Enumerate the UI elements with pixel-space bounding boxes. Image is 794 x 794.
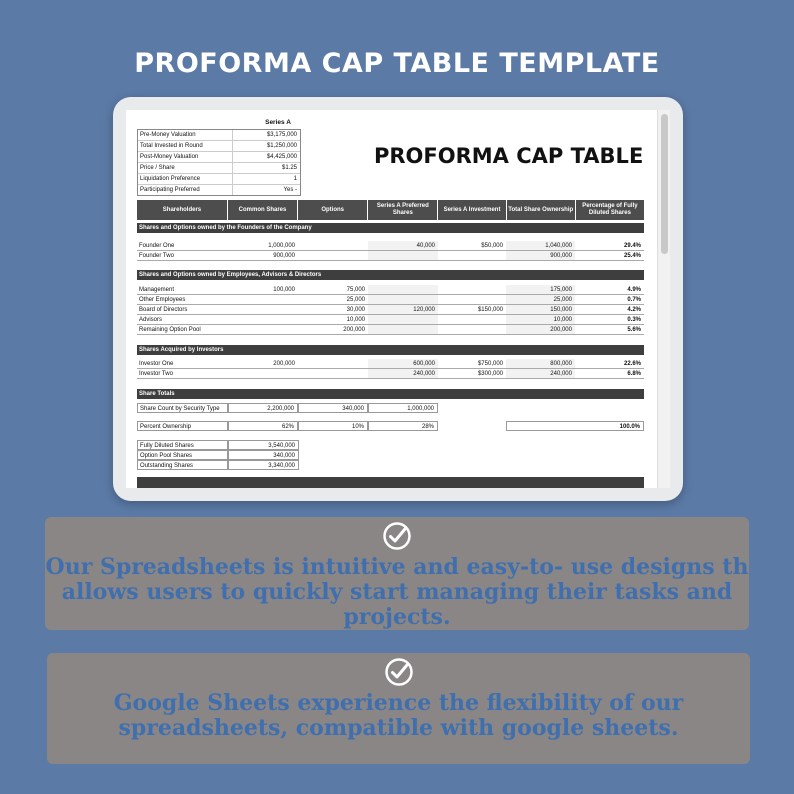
options-cell[interactable] <box>298 241 368 251</box>
table-row <box>137 285 644 295</box>
spacer-cell <box>438 421 506 431</box>
total-ownership-cell: 800,000 <box>506 359 575 369</box>
summary-label: Outstanding Shares <box>137 460 228 470</box>
summary-row <box>137 440 299 450</box>
percentage-cell: 4.9% <box>575 285 644 295</box>
column-header: Total Share Ownership <box>507 200 576 220</box>
percentage-cell: 22.6% <box>575 359 644 369</box>
series-a-inputs <box>137 129 301 196</box>
tablet-frame <box>113 97 683 501</box>
share-count-common: 2,200,000 <box>228 403 298 413</box>
table-row <box>137 241 644 251</box>
total-ownership-cell: 200,000 <box>506 325 575 335</box>
summary-value: 3,340,000 <box>228 460 299 470</box>
series-a-value[interactable]: $1.25 <box>281 165 297 171</box>
common-shares-cell[interactable]: 900,000 <box>228 251 298 261</box>
preferred-shares-cell <box>368 325 438 335</box>
summary-label: Option Pool Shares <box>137 450 228 460</box>
percentage-cell: 6.8% <box>575 369 644 379</box>
total-ownership-cell: 175,000 <box>506 285 575 295</box>
percentage-cell: 29.4% <box>575 241 644 251</box>
column-header: Series A Preferred Shares <box>368 200 438 220</box>
column-header: Series A Investment <box>438 200 506 220</box>
percentage-cell: 4.2% <box>575 305 644 315</box>
feature-text: Google Sheets experience the flexibility of our spreadsheets, compatible with google sheets. <box>113 690 684 741</box>
options-cell[interactable] <box>298 359 368 369</box>
percentage-cell: 25.4% <box>575 251 644 261</box>
share-count-preferred: 1,000,000 <box>368 403 438 413</box>
summary-label: Fully Diluted Shares <box>137 440 228 450</box>
vertical-scrollbar[interactable] <box>657 110 670 488</box>
preferred-shares-cell: 120,000 <box>368 305 438 315</box>
total-ownership-cell: 150,000 <box>506 305 575 315</box>
common-shares-cell[interactable] <box>228 325 298 335</box>
options-cell[interactable]: 75,000 <box>298 285 368 295</box>
investment-cell[interactable]: $50,000 <box>438 241 506 251</box>
preferred-shares-cell: 240,000 <box>368 369 438 379</box>
preferred-shares-cell <box>368 315 438 325</box>
investment-cell[interactable] <box>438 325 506 335</box>
shareholder-name: Investor Two <box>137 369 228 379</box>
common-shares-cell[interactable]: 1,000,000 <box>228 241 298 251</box>
series-a-label: Participating Preferred <box>138 185 233 195</box>
table-row <box>137 251 644 261</box>
percent-ownership-label: Percent Ownership <box>137 421 228 431</box>
investment-cell[interactable] <box>438 315 506 325</box>
percent-options: 10% <box>298 421 368 431</box>
series-a-value[interactable]: 1 <box>293 176 297 182</box>
shareholder-name: Founder One <box>137 241 228 251</box>
tablet-screen <box>126 110 670 488</box>
common-shares-cell[interactable]: 100,000 <box>228 285 298 295</box>
investment-cell[interactable]: $750,000 <box>438 359 506 369</box>
summary-row <box>137 460 299 470</box>
options-cell[interactable]: 10,000 <box>298 315 368 325</box>
preferred-shares-cell <box>368 285 438 295</box>
common-shares-cell[interactable] <box>228 369 298 379</box>
feature-card-google-sheets <box>47 653 750 764</box>
table-row <box>137 325 644 335</box>
series-a-row <box>138 152 300 163</box>
series-a-label: Price / Share <box>138 163 233 173</box>
preferred-shares-cell: 40,000 <box>368 241 438 251</box>
investment-cell[interactable] <box>438 251 506 261</box>
checkmark-icon <box>382 521 412 551</box>
percent-ownership-row <box>137 421 644 431</box>
investment-cell[interactable] <box>438 285 506 295</box>
percent-preferred: 28% <box>368 421 438 431</box>
investment-cell[interactable] <box>438 295 506 305</box>
percent-total: 100.0% <box>506 421 644 431</box>
common-shares-cell[interactable] <box>228 315 298 325</box>
section-header: Share Totals <box>137 389 644 399</box>
preferred-shares-cell <box>368 295 438 305</box>
column-header: Common Shares <box>228 200 298 220</box>
series-a-row <box>138 130 300 141</box>
share-count-row <box>137 403 644 413</box>
shareholder-name: Management <box>137 285 228 295</box>
series-a-label: Total Invested in Round <box>138 141 233 151</box>
summary-value: 3,540,000 <box>228 440 299 450</box>
series-a-label: Liquidation Preference <box>138 174 233 184</box>
summary-value: 340,000 <box>228 450 299 460</box>
share-count-options: 340,000 <box>298 403 368 413</box>
table-header <box>137 200 644 220</box>
table-row <box>137 315 644 325</box>
common-shares-cell[interactable] <box>228 305 298 315</box>
section-header: Shares Acquired by Investors <box>137 345 644 355</box>
table-row <box>137 369 644 379</box>
shareholder-name: Board of Directors <box>137 305 228 315</box>
options-cell[interactable]: 30,000 <box>298 305 368 315</box>
preferred-shares-cell <box>368 251 438 261</box>
series-a-row <box>138 163 300 174</box>
column-header: Shareholders <box>137 200 228 220</box>
series-a-row <box>138 141 300 152</box>
section-header: Shares and Options owned by Employees, Advisors & Directors <box>137 270 644 280</box>
percentage-cell: 5.6% <box>575 325 644 335</box>
investment-cell[interactable]: $300,000 <box>438 369 506 379</box>
summary-row <box>137 450 299 460</box>
percentage-cell: 0.3% <box>575 315 644 325</box>
series-a-value[interactable]: $4,425,000 <box>266 154 297 160</box>
series-a-header: Series A <box>265 119 291 126</box>
total-ownership-cell: 10,000 <box>506 315 575 325</box>
section-header: Shares and Options owned by the Founders of the Company <box>137 223 644 233</box>
shareholder-name: Investor One <box>137 359 228 369</box>
preferred-shares-cell: 600,000 <box>368 359 438 369</box>
series-a-row <box>138 174 300 185</box>
feature-text: Our Spreadsheets is intuitive and easy-to- use designs th allows users to quickly start managing their tasks and projects. <box>45 554 749 630</box>
column-header: Percentage of Fully Diluted Shares <box>576 200 644 220</box>
common-shares-cell[interactable]: 200,000 <box>228 359 298 369</box>
series-a-value[interactable]: $3,175,000 <box>266 132 297 138</box>
percentage-cell: 0.7% <box>575 295 644 305</box>
shareholder-name: Other Employees <box>137 295 228 305</box>
series-a-row <box>138 185 300 195</box>
series-a-value[interactable]: $1,250,000 <box>266 143 297 149</box>
shareholder-name: Founder Two <box>137 251 228 261</box>
checkmark-icon <box>384 657 414 687</box>
table-row <box>137 359 644 369</box>
shareholder-name: Advisors <box>137 315 228 325</box>
total-ownership-cell: 240,000 <box>506 369 575 379</box>
series-a-label: Post-Money Valuation <box>138 152 233 162</box>
common-shares-cell[interactable] <box>228 295 298 305</box>
scrollbar-thumb[interactable] <box>661 114 668 254</box>
column-header: Options <box>298 200 368 220</box>
shareholder-name: Remaining Option Pool <box>137 325 228 335</box>
banner-title: PROFORMA CAP TABLE TEMPLATE <box>134 48 660 79</box>
total-ownership-cell: 1,040,000 <box>506 241 575 251</box>
footer-bar <box>137 477 644 488</box>
options-cell[interactable] <box>298 369 368 379</box>
options-cell[interactable] <box>298 251 368 261</box>
series-a-label: Pre-Money Valuation <box>138 130 233 140</box>
options-cell[interactable]: 25,000 <box>298 295 368 305</box>
total-ownership-cell: 25,000 <box>506 295 575 305</box>
participating-preferred-dropdown[interactable]: Yes - <box>283 187 297 193</box>
share-count-label: Share Count by Security Type <box>137 403 228 413</box>
feature-card-intuitive <box>45 517 749 630</box>
options-cell[interactable]: 200,000 <box>298 325 368 335</box>
table-row <box>137 305 644 315</box>
percent-common: 62% <box>228 421 298 431</box>
total-ownership-cell: 900,000 <box>506 251 575 261</box>
investment-cell[interactable]: $150,000 <box>438 305 506 315</box>
table-row <box>137 295 644 305</box>
sheet-title: PROFORMA CAP TABLE <box>374 144 644 168</box>
